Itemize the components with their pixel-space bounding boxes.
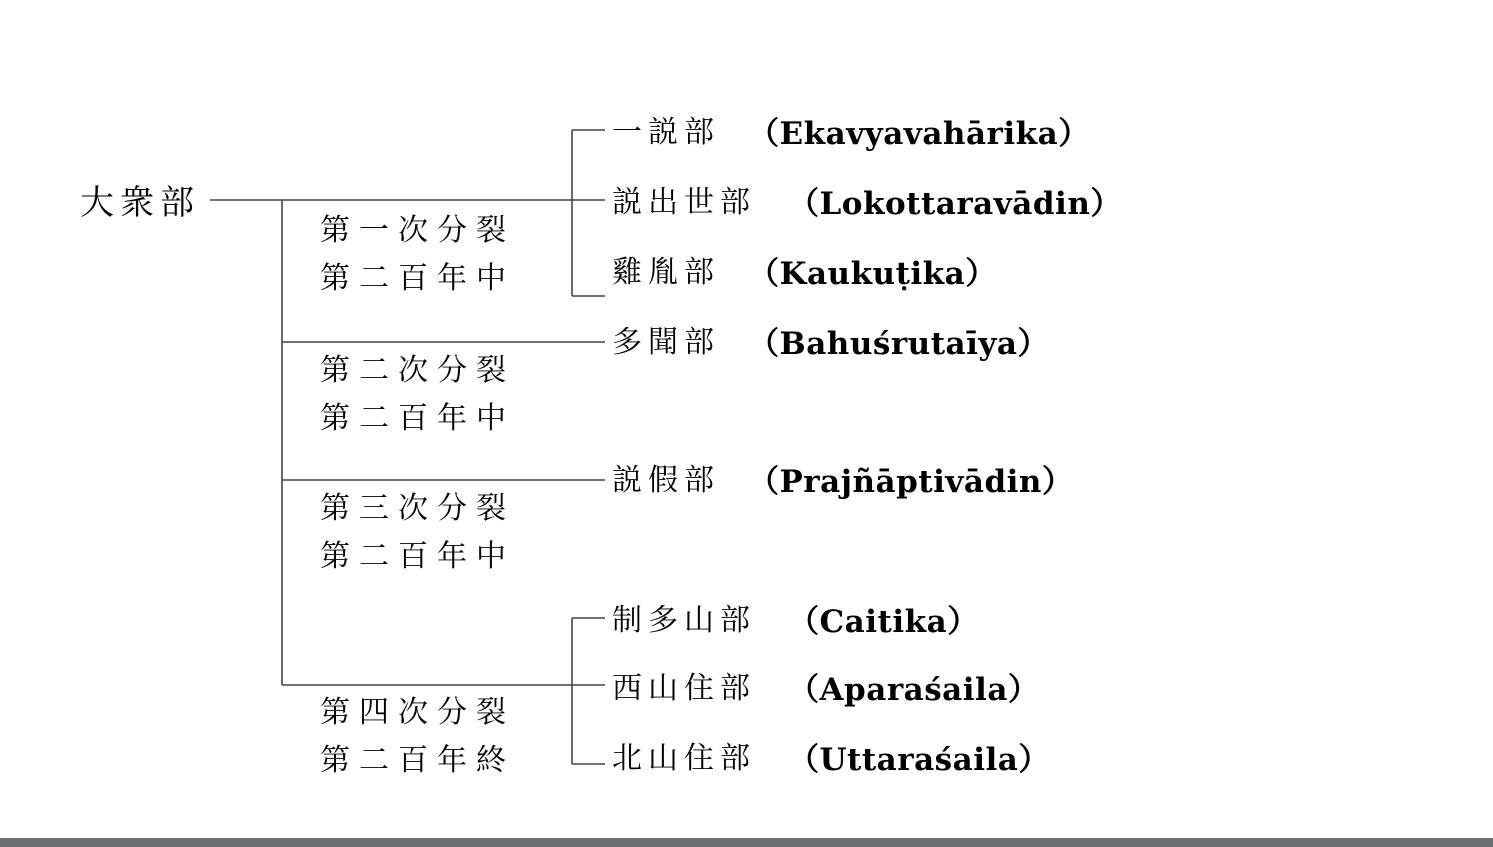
school-4-cjk: 多聞部 [612,325,720,360]
split-2-line1: 第二次分裂 [320,353,515,388]
split-4-line1: 第四次分裂 [320,695,515,730]
split-1 [320,213,515,296]
split-3-line1: 第三次分裂 [320,491,515,526]
split-4-line2: 第二百年終 [320,743,515,778]
school-prajnaptivadin [612,463,1073,500]
school-1-roman: （Ekavyavahārika） [748,116,1090,152]
split-2 [320,353,515,436]
school-8-cjk: 北山住部 [612,741,756,776]
split-1-line2: 第二百年中 [320,261,515,296]
school-2-roman: （Lokottaravādin） [788,186,1122,222]
school-3-cjk: 雞胤部 [612,255,720,290]
school-7-roman: （Aparaśaila） [788,672,1040,708]
split-4 [320,695,515,778]
school-bahusrutaiya [612,325,1049,362]
school-caitika [612,603,979,640]
school-4-roman: （Bahuśrutaīya） [748,326,1049,362]
school-ekavyavaharika [612,115,1090,152]
school-uttarasaila [612,741,1050,778]
school-lokottaravadin [612,185,1122,222]
school-3-roman: （Kaukuṭika） [748,256,997,292]
school-7-cjk: 西山住部 [612,671,756,706]
school-1-cjk: 一説部 [612,115,720,150]
school-8-roman: （Uttaraśaila） [788,742,1050,778]
school-5-roman: （Prajñāptivādin） [748,464,1074,500]
split-1-line1: 第一次分裂 [320,213,515,248]
school-5-cjk: 説假部 [612,463,720,498]
school-6-cjk: 制多山部 [612,603,756,638]
school-6-roman: （Caitika） [788,604,979,640]
school-kaukutika [612,255,997,292]
root-label: 大衆部 [80,183,200,223]
school-2-cjk: 説出世部 [612,185,756,220]
split-2-line2: 第二百年中 [320,401,515,436]
split-3 [320,491,515,574]
bottom-bar [0,838,1493,847]
school-aparasaila [612,671,1039,708]
split-3-line2: 第二百年中 [320,539,515,574]
